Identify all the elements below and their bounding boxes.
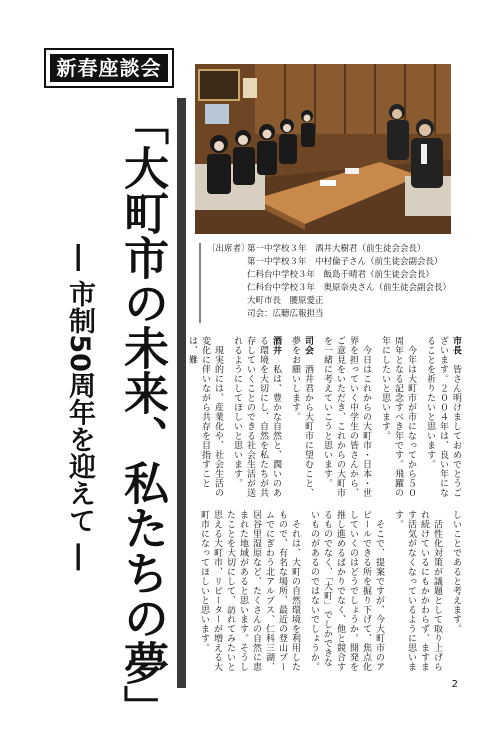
article-body-upper: 市長 皆さん明けましておめでとうございます。２００４年は、良い年になることを祈りたいと思います。 今年は大町市が市になってから５０周年となる記念すべき年です。飛躍の年にしたいと思います。 今日はこれからの大町市・日本・世界を担っていく中学生の皆さんから、ご意見をいただき、これからの大町市を一緒に考えていこうと思います。 司会 酒井君から大町市に望むこと、夢をお願いします。 酒井 私は、豊かな自然と、潤いのある環境を大切にし、自然を私たちが共存していくことのできる社会生活が送れるようにしてほしいと思います。 現実的には、産業化や、社会生活の変化に伴いながら共存を目指すことは、難 bbox=[187, 336, 461, 498]
attendee-line: 大町市長 腰原愛正 bbox=[247, 296, 324, 306]
page-title: 「大町市の未来、私たちの夢」 bbox=[116, 100, 169, 730]
attendees-list bbox=[199, 243, 451, 323]
attendee-line: 仁科台中学校３年 奥原奈央さん（前生徒会副会長） bbox=[247, 283, 452, 293]
attendee-line: 司会：広聴広報担当 bbox=[247, 309, 324, 319]
attendees-tag: 〔出席者〕 bbox=[207, 244, 250, 254]
section-label-text: 新春座談会 bbox=[50, 54, 168, 82]
section-label bbox=[44, 48, 174, 88]
page-subtitle: ― 市制50周年を迎えて ― bbox=[64, 244, 95, 571]
meeting-photo bbox=[195, 64, 451, 234]
article-body-lower: しいことであると考えます。 活性化対策が議題として取り上げられ続けているにもかかわらず、ますます活気がなくなっているように思います。 そこで、提案ですが、今大町市のアピールできる所を掘り下げて、焦点化していくのはどうでしょうか。開発を推し進めるばかりでなく、他と競合するものでなく、「大町」でしかできないものがあるのではないでしょうか。 それは、大町の自然環境を利用したもので、有名な場所、最近の登山ブームでにぎわう北アルプス、仁科三湖、居谷里湿原など、たくさんの自然に恵まれた地域があると思います。そうしたことを大切にして、訪れてみたいと思える大町市、リピーターが増える大町市になってほしいと思います。 bbox=[199, 510, 461, 672]
attendee-line: 第一中学校３年 中村倫子さん（前生徒会副会長） bbox=[247, 257, 443, 267]
attendee-line: 仁科台中学校３年 飯島千晴君（前生徒会会長） bbox=[247, 270, 435, 280]
page-number: 2 bbox=[451, 679, 458, 690]
attendee-line: 〔出席者〕第一中学校３年 酒井大樹君（前生徒会会長） bbox=[207, 244, 426, 254]
